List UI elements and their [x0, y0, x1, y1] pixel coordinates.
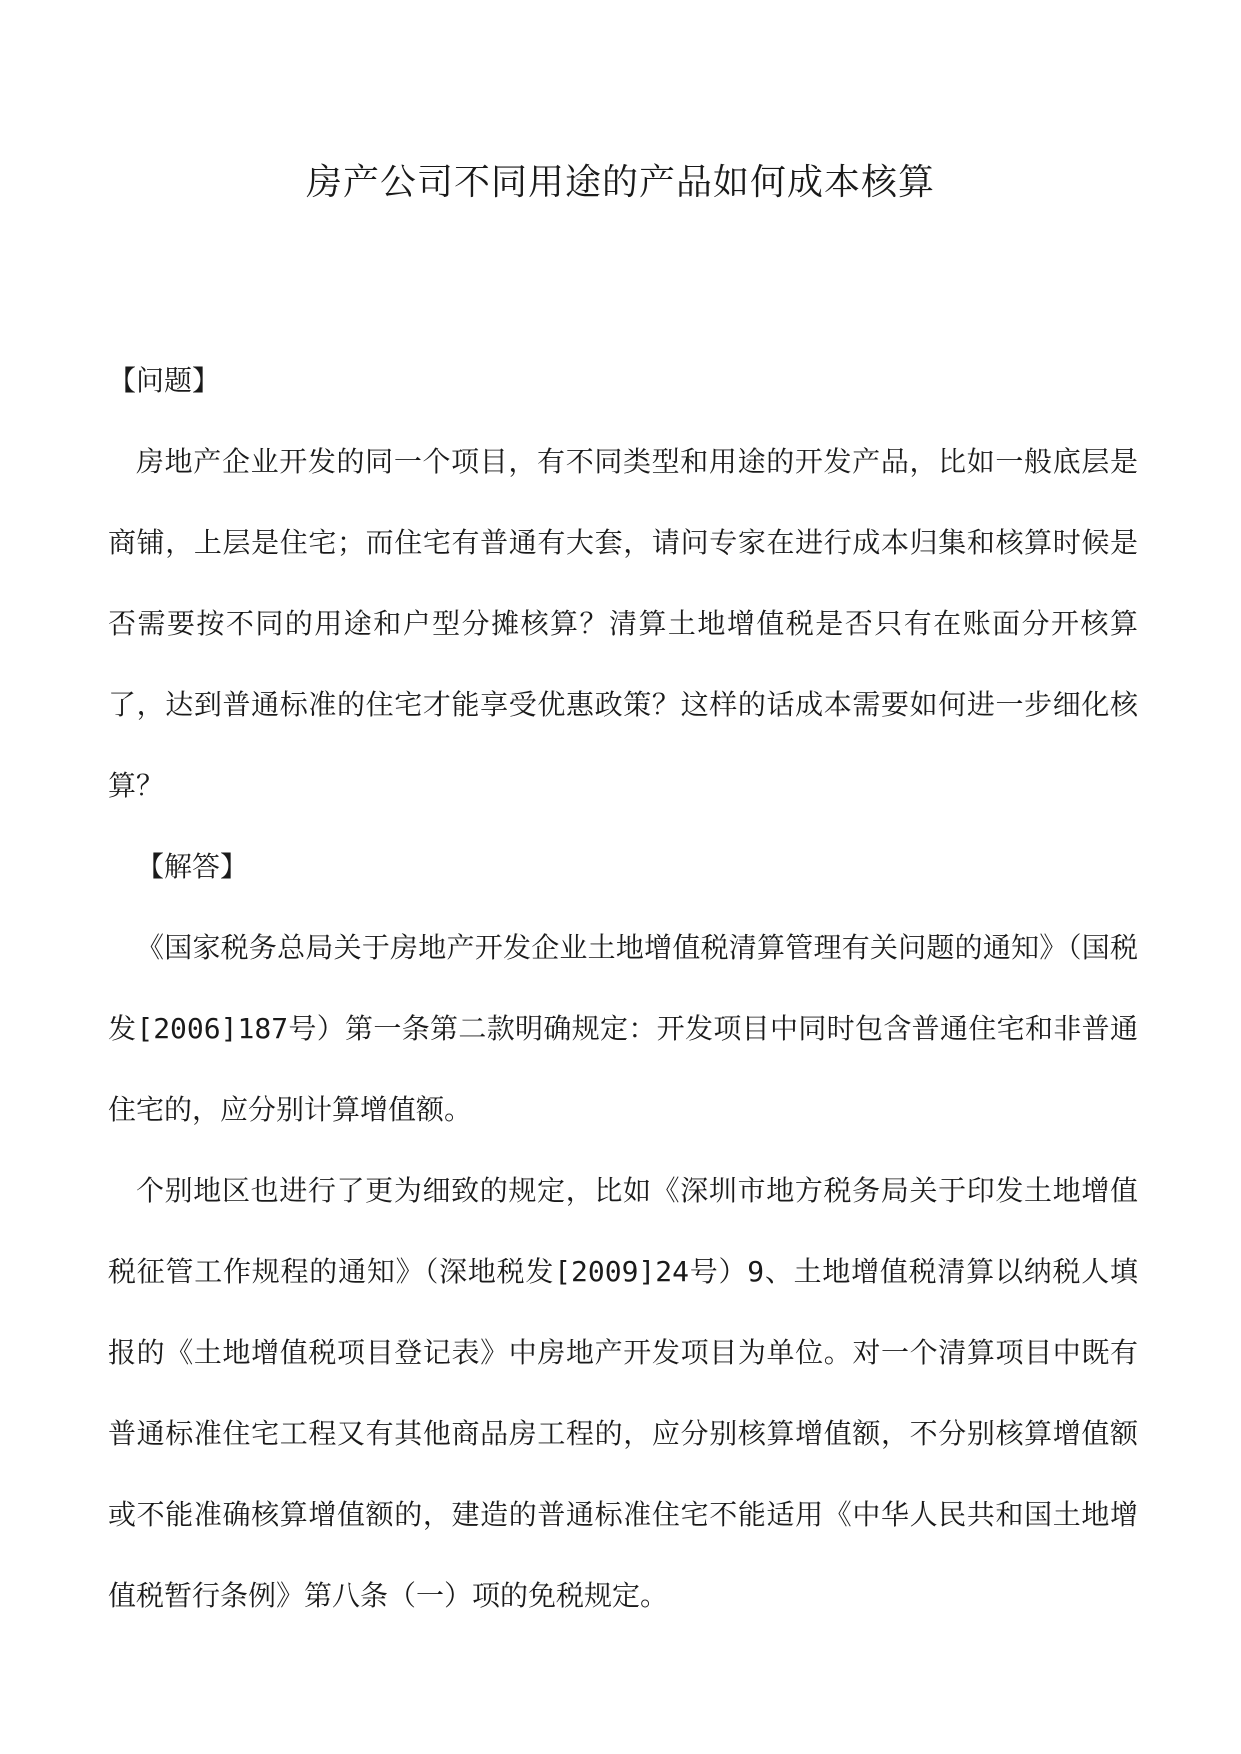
answer-paragraph: 个别地区也进行了更为细致的规定，比如《深圳市地方税务局关于印发土地增值税征管工作规程的通知》（深地税发[2009]24号）9、土地增值税清算以纳税人填报的《土地增值税项目登记表》中房地产开发项目为单位。对一个清算项目中既有普通标准住宅工程又有其他商品房工程的，应分别核算增值额，不分别核算增值额或不能准确核算增值额的，建造的普通标准住宅不能适用《中华人民共和国土地增值税暂行条例》第八条（一）项的免税规定。 [108, 1174, 1138, 1612]
answer-paragraph: 《国家税务总局关于房地产开发企业土地增值税清算管理有关问题的通知》（国税发[2006]187号）第一条第二款明确规定：开发项目中同时包含普通住宅和非普通住宅的，应分别计算增值额。 [108, 931, 1138, 1126]
document-body [108, 340, 1138, 1636]
question-paragraph: 房地产企业开发的同一个项目，有不同类型和用途的开发产品，比如一般底层是商铺，上层是住宅；而住宅有普通有大套，请问专家在进行成本归集和核算时候是否需要按不同的用途和户型分摊核算？清算土地增值税是否只有在账面分开核算了，达到普通标准的住宅才能享受优惠政策？这样的话成本需要如何进一步细化核算？ [108, 445, 1138, 802]
question-heading: 【问题】 [108, 364, 221, 397]
document-title: 房产公司不同用途的产品如何成本核算 [305, 162, 935, 203]
answer-heading: 【解答】 [136, 850, 249, 883]
